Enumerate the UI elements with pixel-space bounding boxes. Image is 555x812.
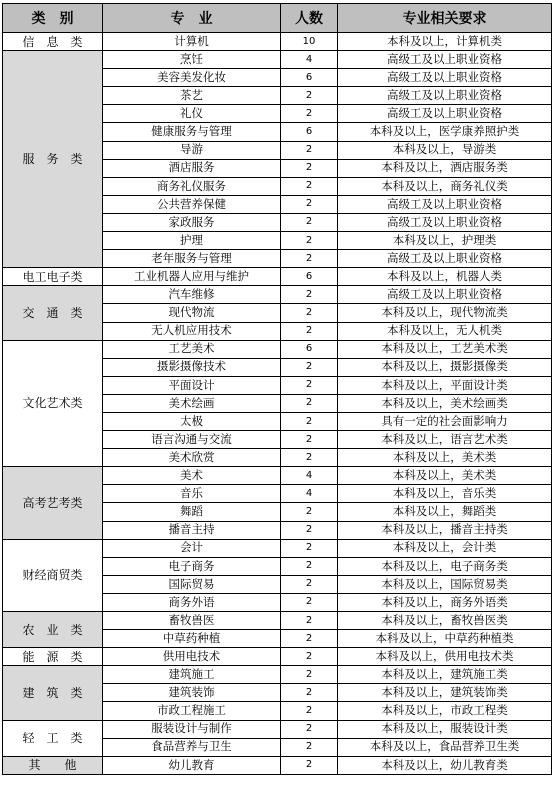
major-cell: 工业机器人应用与维护 — [103, 268, 281, 286]
major-cell: 护理 — [103, 232, 281, 250]
table-row — [3, 648, 552, 666]
requirement-cell: 高级工及以上职业资格 — [338, 250, 552, 268]
requirement-cell: 本科及以上，商务礼仪类 — [338, 177, 552, 195]
count-cell: 6 — [281, 123, 338, 141]
major-cell: 服装设计与制作 — [103, 720, 281, 738]
table-header — [3, 4, 552, 33]
requirement-cell: 本科及以上，美术绘画类 — [338, 394, 552, 412]
requirement-cell: 高级工及以上职业资格 — [338, 69, 552, 87]
requirement-cell: 本科及以上，计算机类 — [338, 33, 552, 51]
requirement-cell: 本科及以上，无人机类 — [338, 322, 552, 340]
major-cell: 健康服务与管理 — [103, 123, 281, 141]
count-cell: 2 — [281, 412, 338, 430]
count-cell: 2 — [281, 304, 338, 322]
table-row — [3, 51, 552, 69]
count-cell: 2 — [281, 213, 338, 231]
category-cell: 交 通 类 — [3, 286, 103, 340]
count-cell: 2 — [281, 684, 338, 702]
count-cell: 4 — [281, 485, 338, 503]
requirement-cell: 本科及以上，建筑施工类 — [338, 666, 552, 684]
count-cell: 4 — [281, 51, 338, 69]
category-cell: 能 源 类 — [3, 648, 103, 666]
major-cell: 商务礼仪服务 — [103, 177, 281, 195]
count-cell: 6 — [281, 268, 338, 286]
count-cell: 6 — [281, 340, 338, 358]
requirement-cell: 本科及以上，语言艺术类 — [338, 431, 552, 449]
requirement-cell: 本科及以上，工艺美术类 — [338, 340, 552, 358]
category-cell: 服 务 类 — [3, 51, 103, 268]
count-cell: 2 — [281, 756, 338, 774]
requirement-cell: 本科及以上，美术类 — [338, 449, 552, 467]
major-cell: 工艺美术 — [103, 340, 281, 358]
requirement-cell: 本科及以上，供用电技术类 — [338, 648, 552, 666]
major-cell: 公共营养保健 — [103, 195, 281, 213]
major-cell: 无人机应用技术 — [103, 322, 281, 340]
table-row — [3, 666, 552, 684]
requirement-cell: 本科及以上，摄影摄像类 — [338, 358, 552, 376]
count-cell: 2 — [281, 250, 338, 268]
header-requirement: 专业相关要求 — [338, 4, 552, 33]
requirement-cell: 本科及以上，播音主持类 — [338, 521, 552, 539]
category-cell: 财经商贸类 — [3, 539, 103, 611]
major-cell: 美术绘画 — [103, 394, 281, 412]
table-row — [3, 33, 552, 51]
major-cell: 市政工程施工 — [103, 702, 281, 720]
major-cell: 食品营养与卫生 — [103, 738, 281, 756]
count-cell: 2 — [281, 612, 338, 630]
category-cell: 文化艺术类 — [3, 340, 103, 467]
category-cell: 其 他 — [3, 756, 103, 774]
count-cell: 2 — [281, 286, 338, 304]
requirement-cell: 本科及以上，机器人类 — [338, 268, 552, 286]
major-cell: 舞蹈 — [103, 503, 281, 521]
header-major: 专 业 — [103, 4, 281, 33]
count-cell: 2 — [281, 87, 338, 105]
table-row — [3, 268, 552, 286]
count-cell: 2 — [281, 177, 338, 195]
requirement-cell: 本科及以上，平面设计类 — [338, 376, 552, 394]
requirement-cell: 本科及以上，舞蹈类 — [338, 503, 552, 521]
requirement-cell: 本科及以上，幼儿教育类 — [338, 756, 552, 774]
requirement-cell: 本科及以上，电子商务类 — [338, 557, 552, 575]
requirement-cell: 本科及以上，建筑装饰类 — [338, 684, 552, 702]
major-cell: 建筑装饰 — [103, 684, 281, 702]
count-cell: 2 — [281, 449, 338, 467]
count-cell: 2 — [281, 195, 338, 213]
count-cell: 2 — [281, 575, 338, 593]
major-cell: 美术 — [103, 467, 281, 485]
requirement-cell: 高级工及以上职业资格 — [338, 51, 552, 69]
major-cell: 会计 — [103, 539, 281, 557]
major-cell: 美容美发化妆 — [103, 69, 281, 87]
requirement-cell: 本科及以上，美术类 — [338, 467, 552, 485]
count-cell: 2 — [281, 503, 338, 521]
requirement-cell: 本科及以上，中草药种植类 — [338, 630, 552, 648]
category-cell: 高考艺考类 — [3, 467, 103, 539]
major-cell: 中草药种植 — [103, 630, 281, 648]
count-cell: 2 — [281, 376, 338, 394]
recruitment-table-container — [2, 3, 552, 775]
requirement-cell: 高级工及以上职业资格 — [338, 213, 552, 231]
count-cell: 2 — [281, 358, 338, 376]
major-cell: 摄影摄像技术 — [103, 358, 281, 376]
requirement-cell: 本科及以上，酒店服务类 — [338, 159, 552, 177]
major-cell: 家政服务 — [103, 213, 281, 231]
table-row — [3, 612, 552, 630]
category-cell: 建 筑 类 — [3, 666, 103, 720]
count-cell: 2 — [281, 666, 338, 684]
major-cell: 酒店服务 — [103, 159, 281, 177]
requirement-cell: 高级工及以上职业资格 — [338, 195, 552, 213]
requirement-cell: 高级工及以上职业资格 — [338, 87, 552, 105]
requirement-cell: 本科及以上，食品营养卫生类 — [338, 738, 552, 756]
major-cell: 老年服务与管理 — [103, 250, 281, 268]
requirement-cell: 本科及以上，导游类 — [338, 141, 552, 159]
table-row — [3, 286, 552, 304]
requirement-cell: 本科及以上，服装设计类 — [338, 720, 552, 738]
major-cell: 美术欣赏 — [103, 449, 281, 467]
count-cell: 2 — [281, 539, 338, 557]
major-cell: 音乐 — [103, 485, 281, 503]
major-cell: 商务外语 — [103, 593, 281, 611]
table-row — [3, 467, 552, 485]
major-cell: 建筑施工 — [103, 666, 281, 684]
requirement-cell: 具有一定的社会面影响力 — [338, 412, 552, 430]
count-cell: 2 — [281, 720, 338, 738]
major-cell: 烹饪 — [103, 51, 281, 69]
requirement-cell: 本科及以上，护理类 — [338, 232, 552, 250]
major-cell: 幼儿教育 — [103, 756, 281, 774]
count-cell: 2 — [281, 630, 338, 648]
major-cell: 汽车维修 — [103, 286, 281, 304]
header-count: 人数 — [281, 4, 338, 33]
count-cell: 2 — [281, 394, 338, 412]
count-cell: 4 — [281, 467, 338, 485]
category-cell: 电工电子类 — [3, 268, 103, 286]
major-cell: 电子商务 — [103, 557, 281, 575]
count-cell: 2 — [281, 702, 338, 720]
requirement-cell: 高级工及以上职业资格 — [338, 286, 552, 304]
major-cell: 导游 — [103, 141, 281, 159]
major-cell: 茶艺 — [103, 87, 281, 105]
count-cell: 2 — [281, 141, 338, 159]
header-category: 类 别 — [3, 4, 103, 33]
header-row — [3, 4, 552, 33]
table-row — [3, 720, 552, 738]
category-cell: 信 息 类 — [3, 33, 103, 51]
requirement-cell: 本科及以上，商务外语类 — [338, 593, 552, 611]
count-cell: 2 — [281, 232, 338, 250]
major-cell: 国际贸易 — [103, 575, 281, 593]
table-row — [3, 756, 552, 774]
table-row — [3, 340, 552, 358]
count-cell: 6 — [281, 69, 338, 87]
major-cell: 现代物流 — [103, 304, 281, 322]
requirement-cell: 本科及以上，音乐类 — [338, 485, 552, 503]
major-cell: 播音主持 — [103, 521, 281, 539]
major-cell: 礼仪 — [103, 105, 281, 123]
count-cell: 2 — [281, 322, 338, 340]
table-row — [3, 539, 552, 557]
category-cell: 轻 工 类 — [3, 720, 103, 756]
count-cell: 2 — [281, 159, 338, 177]
major-cell: 平面设计 — [103, 376, 281, 394]
major-cell: 畜牧兽医 — [103, 612, 281, 630]
requirement-cell: 本科及以上，市政工程类 — [338, 702, 552, 720]
count-cell: 2 — [281, 648, 338, 666]
count-cell: 2 — [281, 557, 338, 575]
count-cell: 2 — [281, 593, 338, 611]
table-body — [3, 33, 552, 775]
major-cell: 供用电技术 — [103, 648, 281, 666]
requirement-cell: 本科及以上，会计类 — [338, 539, 552, 557]
requirement-cell: 高级工及以上职业资格 — [338, 105, 552, 123]
count-cell: 10 — [281, 33, 338, 51]
count-cell: 2 — [281, 521, 338, 539]
count-cell: 2 — [281, 431, 338, 449]
requirement-cell: 本科及以上，国际贸易类 — [338, 575, 552, 593]
count-cell: 2 — [281, 738, 338, 756]
category-cell: 农 业 类 — [3, 612, 103, 648]
major-cell: 太极 — [103, 412, 281, 430]
major-cell: 语言沟通与交流 — [103, 431, 281, 449]
major-cell: 计算机 — [103, 33, 281, 51]
recruitment-table — [2, 3, 552, 775]
requirement-cell: 本科及以上，现代物流类 — [338, 304, 552, 322]
requirement-cell: 本科及以上，医学康养照护类 — [338, 123, 552, 141]
requirement-cell: 本科及以上，畜牧兽医类 — [338, 612, 552, 630]
count-cell: 2 — [281, 105, 338, 123]
